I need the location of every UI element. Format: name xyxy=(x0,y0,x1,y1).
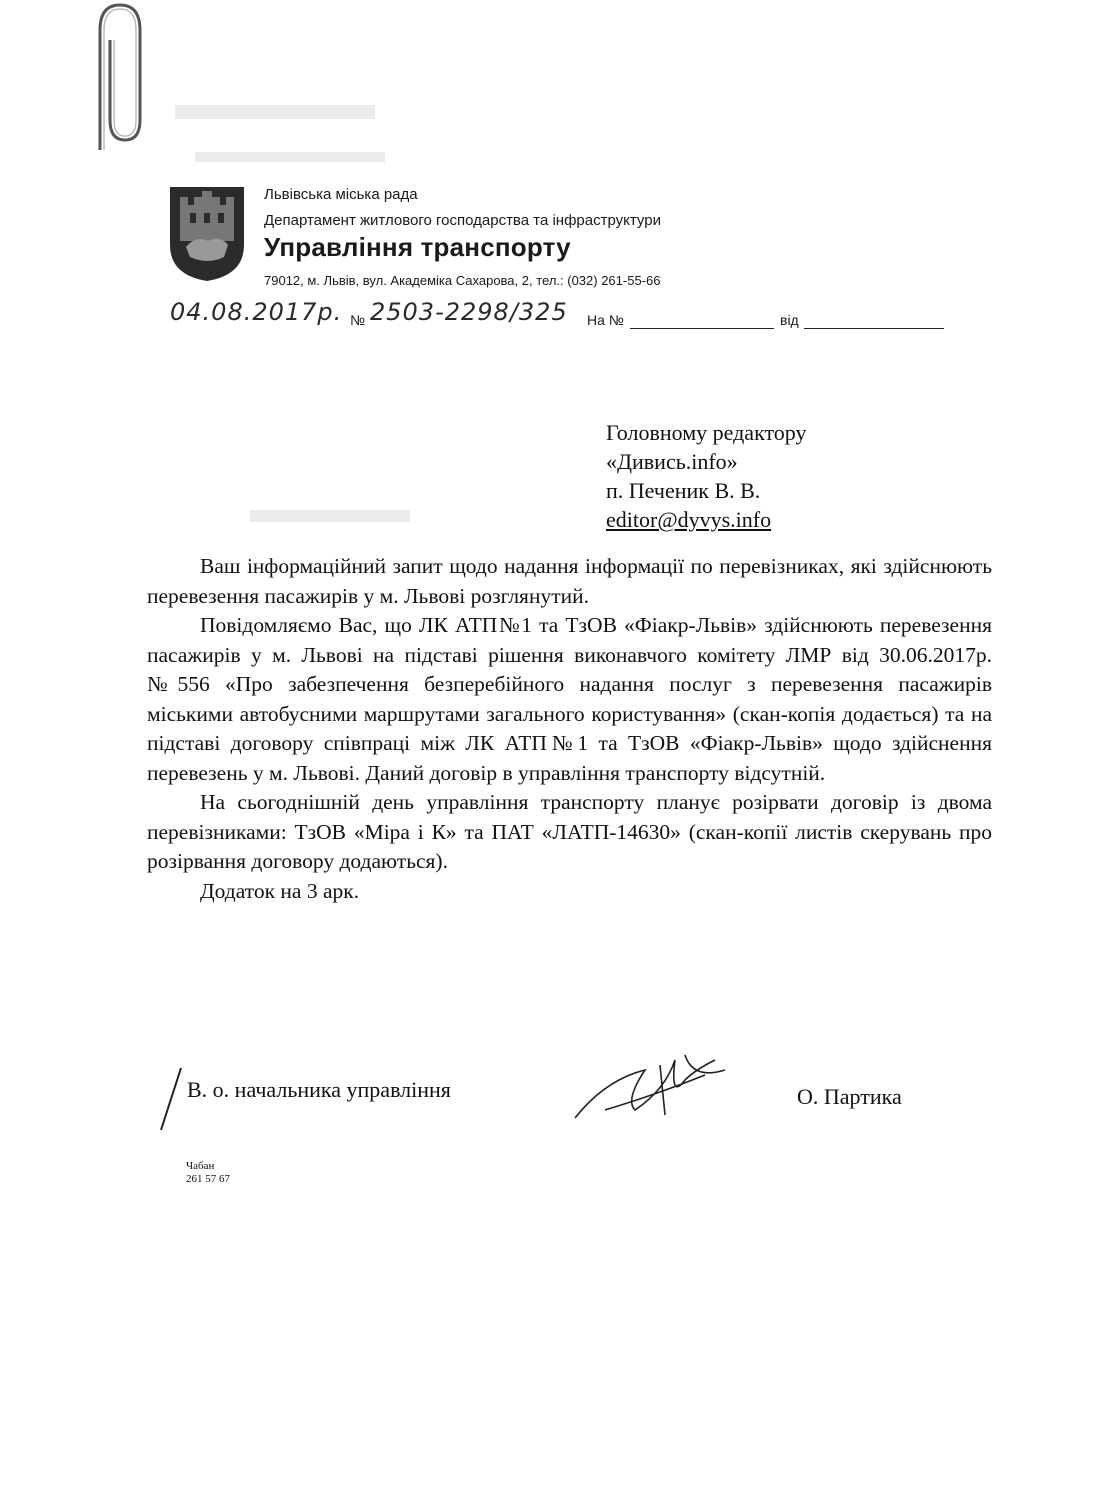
approval-stroke-mark xyxy=(155,1066,185,1134)
addressee-person: п. Печеник В. В. xyxy=(606,478,761,503)
paragraph-3: На сьогоднішній день управління транспорту планує розірвати договір із двома перевізниками: ТзОВ «Міра і К» та ПАТ «ЛАТП-14630» (скан-копії листів скерувань про розірвання договору додаються). xyxy=(147,790,992,873)
paragraph-2: Повідомляємо Вас, що ЛК АТП№1 та ТзОВ «Фіакр-Львів» здійснюють перевезення пасажирів у м. Львові на підставі рішення виконавчого комітету ЛМР від 30.06.2017р. №556 «Про забезпечення безперебійного надання послуг з перевезення пасажирів міськими автобусними маршрутами загального користування» (скан-копія додається) та на підставі договору співпраці між ЛК АТП№1 та ТзОВ «Фіакр-Львів» щодо здійснення перевезень у м. Львові. Даний договір в управління транспорту відсутній. xyxy=(147,613,992,785)
handwritten-signature xyxy=(565,1040,735,1130)
handwritten-number: 2503-2298/325 xyxy=(370,298,568,326)
registration-line xyxy=(170,298,950,338)
office-name: Управління транспорту xyxy=(264,232,571,262)
paragraph-1: Ваш інформаційний запит щодо надання інформації по перевізниках, які здійснюють перевезення пасажирів у м. Львові розглянутий. xyxy=(147,554,992,608)
addressee-outlet: «Дивись.info» xyxy=(606,449,738,474)
addressee-email: editor@dyvys.info xyxy=(606,507,772,532)
reply-to-label: На № xyxy=(587,312,624,328)
reply-to-field xyxy=(630,328,774,329)
from-label: від xyxy=(780,312,799,328)
paper-clip-icon xyxy=(80,0,150,160)
signatory-title: В. о. начальника управління xyxy=(187,1077,451,1102)
letter-body xyxy=(147,552,992,906)
office-address: 79012, м. Львів, вул. Академіка Сахарова, 2, тел.: (032) 261-55-66 xyxy=(264,273,661,288)
executor-phone: 261 57 67 xyxy=(186,1173,230,1185)
department-name: Департамент житлового господарства та інфраструктури xyxy=(264,212,661,229)
executor-name: Чабан xyxy=(186,1160,215,1172)
handwritten-date: 04.08.2017р. xyxy=(170,298,343,326)
bleed-through-mark xyxy=(250,510,410,522)
bleed-through-mark xyxy=(195,152,385,162)
bleed-through-mark xyxy=(175,105,375,119)
council-name: Львівська міська рада xyxy=(264,186,418,203)
from-date-field xyxy=(804,328,944,329)
addressee-block xyxy=(606,418,807,534)
addressee-position: Головному редактору xyxy=(606,420,807,445)
lviv-coat-of-arms-logo xyxy=(168,185,246,283)
executor-note xyxy=(186,1160,230,1186)
paragraph-attachment: Додаток на 3 арк. xyxy=(200,878,360,903)
number-prefix: № xyxy=(350,312,366,328)
signatory-name: О. Партика xyxy=(797,1084,902,1109)
